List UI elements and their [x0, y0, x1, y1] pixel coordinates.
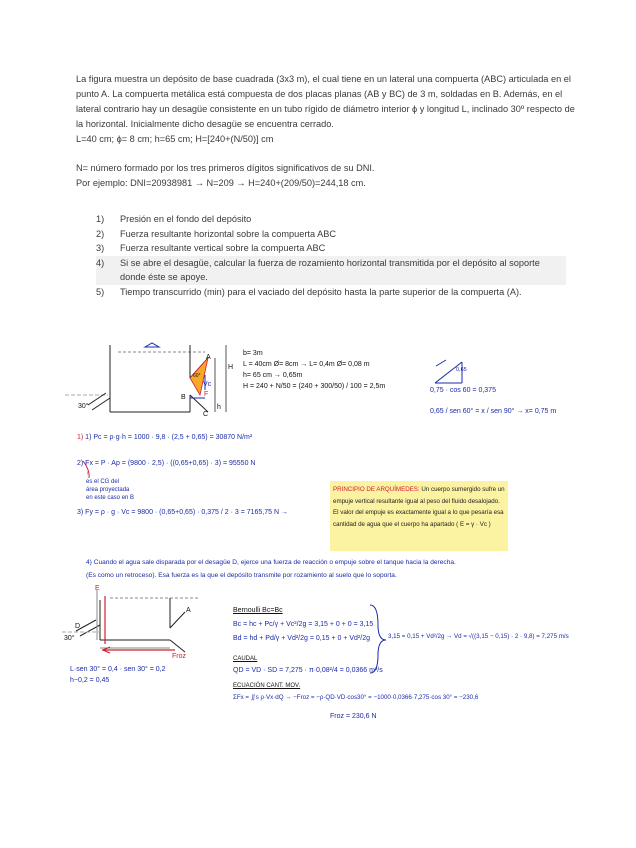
label-b: B [181, 394, 186, 401]
given-l: L = 40cm Ø= 8cm → L= 0,4m Ø= 0,08 m [243, 361, 370, 368]
caudal-title: CAUDAL [233, 656, 258, 662]
step-1: 1) 1) Pc = ρ·g·h = 1000 · 9,8 · (2,5 + 0,65) = 30870 N/m² [77, 434, 253, 441]
caudal-block [233, 654, 383, 676]
given-h: h= 65 cm → 0,65m [243, 372, 303, 379]
bernoulli-result: 3,15 = 0,15 + Vd²/2g → Vd = √((3,15 − 0,15) · 2 · 9,8) = 7,275 m/s [388, 633, 569, 640]
label-h-side: h [217, 404, 221, 411]
problem-params: L=40 cm; ϕ= 8 cm; h=65 cm; H=[240+(N/50)] cm [76, 134, 274, 144]
tank-diagram-top [65, 343, 226, 412]
caudal-eq: QD = VD · SD = 7,275 · π·0,08²/4 = 0,0366 m³/s [233, 667, 383, 674]
step-4-text: 4) Cuando el agua sale disparada por el desagüe D, ejerce una fuerza de reacción o empuje sobre el tanque hacia la derecha. (Es como un retroceso). Esa fuerza es la que el depósito transmite por rozamiento al suelo que lo soporta. [86, 559, 456, 579]
momentum-eq: ΣFx = ∬s ρ·Vx·dQ → −Froz = −ρ·QD·VD·cos30° = −1000·0,0366·7,275·cos 30° = −230,6 [233, 694, 479, 701]
problem-paragraph: La figura muestra un depósito de base cuadrada (3x3 m), el cual tiene en un lateral una compuerta (ABC) articulada en el punto A. La compuerta metálica está compuesta de dos placas planas (AB y BC) de 3 m, soldadas en B. Además, en el lateral contrario hay un desagüe consistente en un tubo rígido de diámetro interior ϕ y longitud L, inclinado 30º respecto de la horizontal. Inicialmente dicho desagüe se encuentra cerrado. [76, 74, 575, 129]
tank-diagram-bottom [62, 590, 200, 652]
label-d: D [75, 623, 81, 630]
label-h-top: H [228, 364, 234, 371]
archimedes-note: PRINCIPIO DE ARQUÍMEDES: Un cuerpo sumergido sufre un empuje vertical resultante igual al peso del fluido desalojado. El valor del empuje es exactamente igual a lo que pesaría esa cantidad de agua que el cuerpo ha apartado ( E = γ · Vc ) [333, 486, 505, 528]
label-f: F [204, 391, 209, 398]
step-2-note: ↑ es el CG del área proyectada en este caso en B [86, 471, 135, 501]
dni-example: Por ejemplo: DNI=20938981 → N=209 → H=240+(209/50)=244,18 cm. [76, 178, 366, 188]
momentum-title: ECUACIÓN CANT. MOV. [233, 683, 301, 689]
bernoulli-eq1: Bc = hc + Pc/γ + Vc²/2g = 3,15 + 0 + 0 = 3,15 [233, 621, 374, 628]
label-froz: Froz [172, 653, 186, 660]
n-definition: N= número formado por los tres primeros dígitos significativos de su DNI. [76, 163, 375, 173]
triangle-calc: 0,75 · cos 60 = 0,375 [430, 387, 496, 394]
momentum-block [233, 680, 478, 704]
given-b: b= 3m [243, 350, 263, 357]
question-item: 2) Fuerza resultante horizontal sobre la compuerta ABC [96, 228, 337, 239]
question-item: 5) Tiempo transcurrido (min) para el vaciado del depósito hasta la parte superior de la compuerta (A). [96, 286, 522, 297]
step-3: 3) Fy = ρ · g · Vc = 9800 · (0,65+0,65) · 0,375 / 2 · 3 = 7165,75 N → [77, 509, 288, 516]
question-item: 4) Si se abre el desagüe, calcular la fuerza de rozamiento horizontal transmitida por el depósito al soporte donde éste se apoye. [96, 256, 566, 285]
bernoulli-title: Bernoulli Bc=Bc [233, 607, 283, 614]
bernoulli-block [233, 604, 373, 646]
given-values [243, 348, 385, 392]
question-item: 1) Presión en el fondo del depósito [96, 214, 252, 224]
label-c: C [203, 411, 209, 418]
label-vc: Vc [203, 381, 212, 388]
label-a-lower: A [186, 607, 191, 614]
label-angle: 30° [78, 403, 89, 410]
lower-left-calc: L·sen 30° = 0,4 · sen 30° = 0,2 h−0,2 = 0,45 [70, 666, 166, 684]
label-e: E [95, 585, 100, 592]
triangle-label: 0,65 [456, 367, 467, 373]
label-60: 60° [193, 373, 201, 379]
law-of-sines: 0,65 / sen 60° = x / sen 90° → x= 0,75 m [430, 408, 557, 415]
given-H: H = 240 + N/50 = (240 + 300/50) / 100 = 2,5m [243, 383, 386, 390]
momentum-result: Froz = 230,6 N [330, 713, 377, 720]
bernoulli-eq2: Bd = hd + Pd/γ + Vd²/2g = 0,15 + 0 + Vd²/2g [233, 635, 370, 642]
step-2: 2) Fx = P · Ap = (9800 · 2,5) · ((0,65+0,65) · 3) = 95550 N [77, 460, 256, 467]
label-30-lower: 30° [64, 635, 75, 642]
question-item: 3) Fuerza resultante vertical sobre la compuerta ABC [96, 243, 326, 253]
label-a: A [206, 354, 211, 361]
